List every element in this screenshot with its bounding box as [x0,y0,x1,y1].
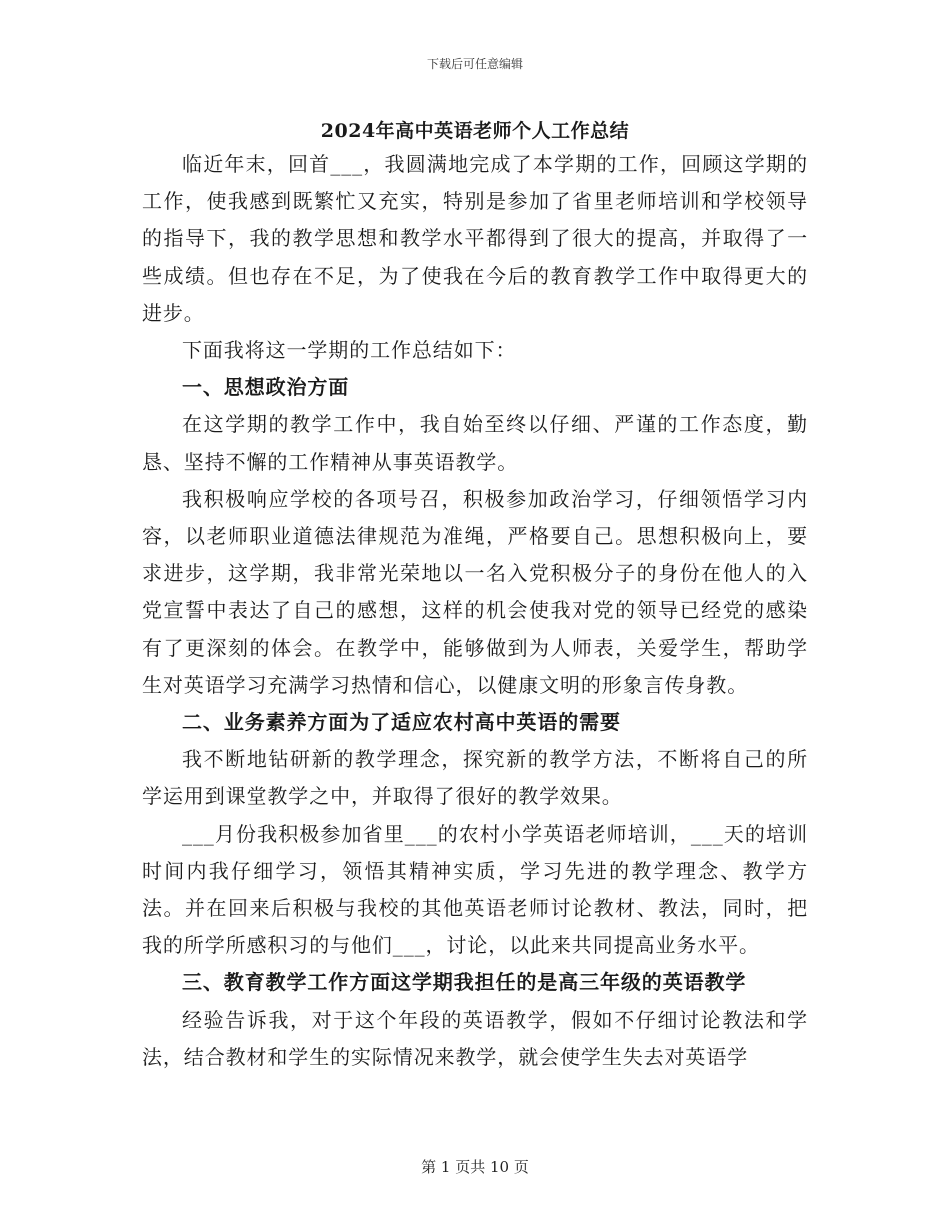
paragraph: 下面我将这一学期的工作总结如下： [182,338,517,363]
section-heading: 一、思想政治方面 [182,375,350,400]
paragraph: 经验告诉我，对于这个年段的英语教学，假如不仔细讨论教法和学法，结合教材和学生的实际情况来教学，就会使学生失去对英语学 [142,1007,808,1069]
header-note: 下载后可任意编辑 [426,57,523,71]
paragraph: 临近年末，回首___，我圆满地完成了本学期的工作，回顾这学期的工作，使我感到既繁忙又充实，特别是参加了省里老师培训和学校领导的指导下，我的教学思想和教学水平都得到了很大的提高，并取得了一些成绩。但也存在不足，为了使我在今后的教育教学工作中取得更大的进步。 [142,152,808,325]
section-heading: 二、业务素养方面为了适应农村高中英语的需要 [182,710,621,735]
paragraph: 我不断地钻研新的教学理念，探究新的教学方法，不断将自己的所学运用到课堂教学之中，并取得了很好的教学效果。 [142,747,808,809]
section-heading: 三、教育教学工作方面这学期我担任的是高三年级的英语教学 [182,970,747,995]
paragraph: 我积极响应学校的各项号召，积极参加政治学习，仔细领悟学习内容，以老师职业道德法律规范为准绳，严格要自己。思想积极向上，要求进步，这学期，我非常光荣地以一名入党积极分子的身份在他人的入党宣誓中表达了自己的感想，这样的机会使我对党的领导已经党的感染有了更深刻的体会。在教学中，能够做到为人师表，关爱学生，帮助学生对英语学习充满学习热情和信心，以健康文明的形象言传身教。 [142,486,808,697]
paragraph: 在这学期的教学工作中，我自始至终以仔细、严谨的工作态度，勤恳、坚持不懈的工作精神从事英语教学。 [142,412,808,474]
document-body [142,146,808,1076]
paragraph: ___月份我积极参加省里___的农村小学英语老师培训，___天的培训时间内我仔细学习，领悟其精神实质，学习先进的教学理念、教学方法。并在回来后积极与我校的其他英语老师讨论教材、教法，同时，把我的所学所感积习的与他们___，讨论，以此来共同提高业务水平。 [142,821,808,958]
page-number-footer: 第 1 页共 10 页 [421,1158,529,1176]
document-title: 2024年高中英语老师个人工作总结 [320,120,630,142]
